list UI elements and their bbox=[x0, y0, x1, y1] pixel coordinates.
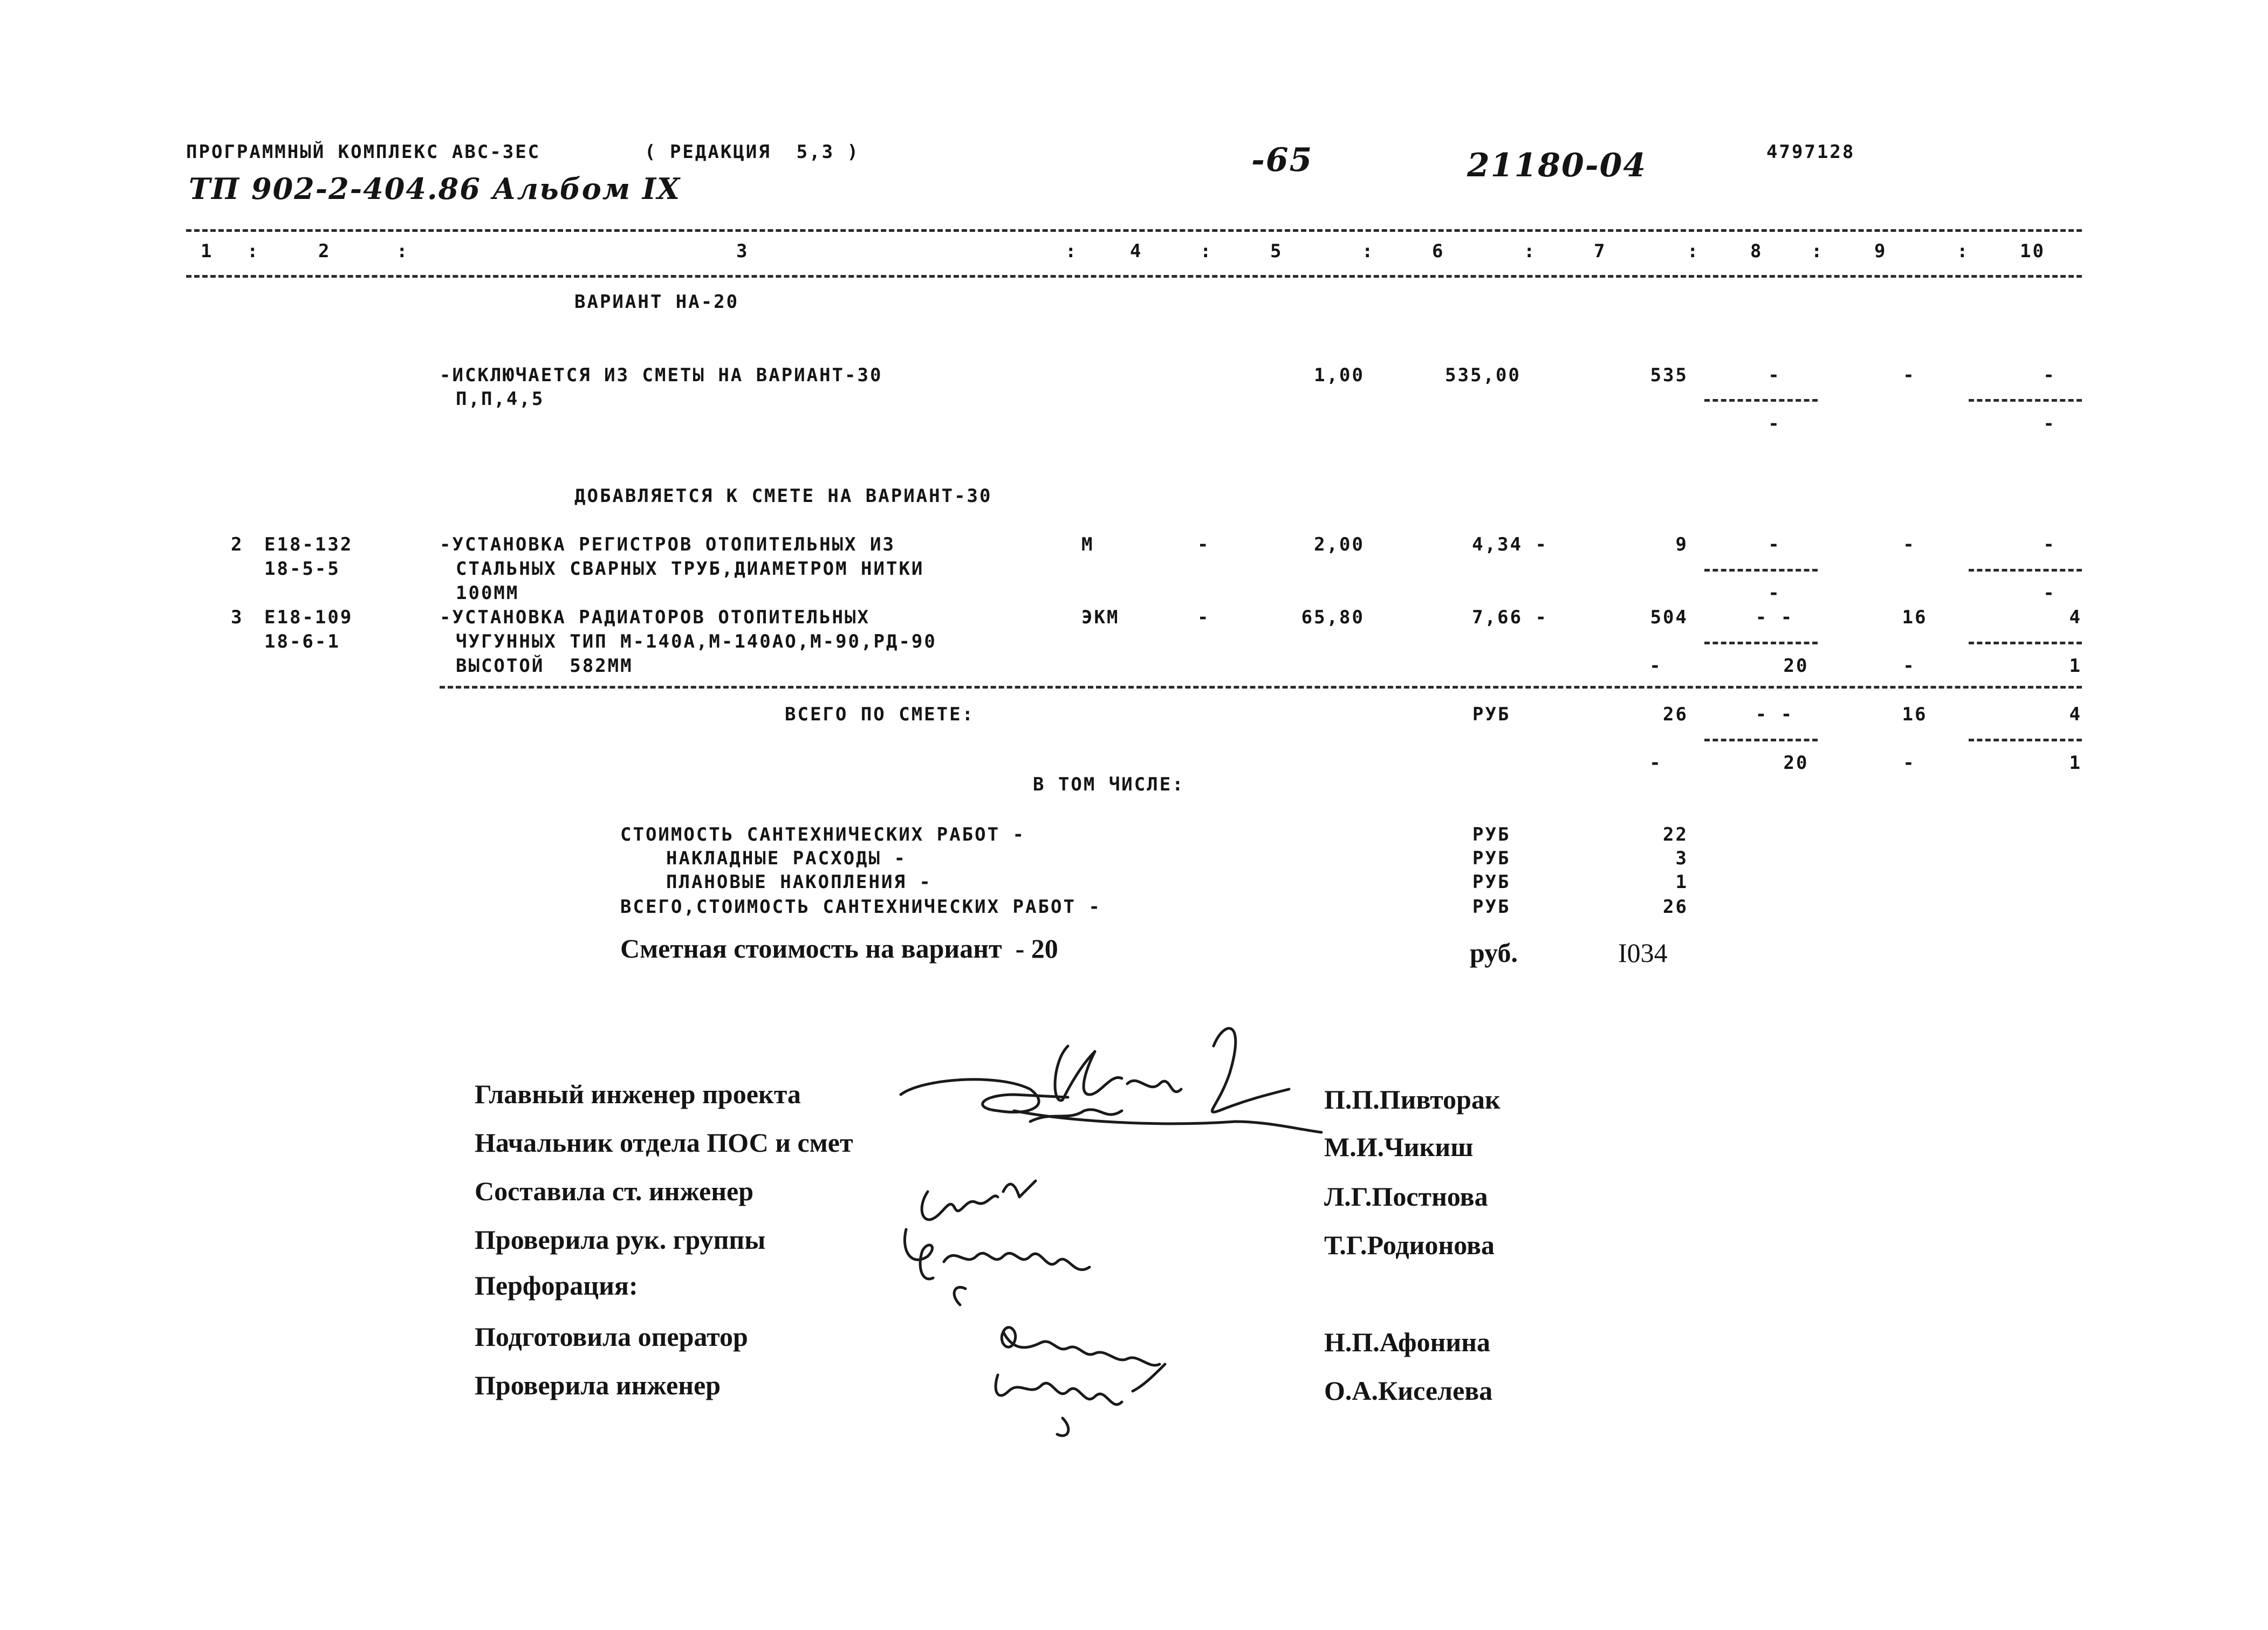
added-title: ДОБАВЛЯЕТСЯ К СМЕТЕ НА ВАРИАНТ-30 bbox=[574, 485, 992, 507]
excluded-col9: - bbox=[1903, 364, 1916, 386]
table-top-divider bbox=[186, 229, 2082, 232]
signature-role: Составила ст. инженер bbox=[475, 1176, 754, 1206]
column-header-7: 7 bbox=[1594, 240, 1607, 262]
estimate-value: I034 bbox=[1618, 938, 1668, 968]
signature-role: Начальник отдела ПОС и смет bbox=[475, 1127, 853, 1158]
total-col8: - - bbox=[1755, 704, 1794, 725]
total-label: ВСЕГО ПО СМЕТЕ: bbox=[785, 704, 975, 725]
row-col8-lower: 20 bbox=[1783, 655, 1809, 677]
row-col4b: - bbox=[1197, 534, 1210, 555]
column-header-5: 5 bbox=[1270, 240, 1283, 262]
column-header-3: 3 bbox=[736, 240, 749, 262]
excluded-col8: - bbox=[1768, 364, 1781, 386]
total-col10-divider bbox=[1969, 739, 2082, 741]
row-code: Е18-109 bbox=[264, 607, 353, 628]
excluded-reference: П,П,4,5 bbox=[456, 388, 545, 410]
row-col7-lower: - bbox=[1649, 655, 1662, 677]
row-col8-lower: - bbox=[1768, 582, 1781, 604]
column-header-6: 6 bbox=[1432, 240, 1445, 262]
breakdown-label: НАКЛАДНЫЕ РАСХОДЫ - bbox=[666, 848, 907, 869]
row-reference: 18-5-5 bbox=[264, 558, 340, 580]
row-col10: - bbox=[2043, 534, 2056, 555]
row-description-line: СТАЛЬНЫХ СВАРНЫХ ТРУБ,ДИАМЕТРОМ НИТКИ bbox=[456, 558, 924, 580]
row-col10-divider bbox=[1969, 569, 2082, 572]
edition-label: ( РЕДАКЦИЯ 5,3 ) bbox=[645, 141, 860, 163]
column-header-1: 1 bbox=[201, 240, 214, 262]
signature-mark bbox=[890, 1014, 1321, 1175]
album-reference: ТП 902-2-404.86 Альбом IX bbox=[189, 171, 681, 206]
row-col9-lower: - bbox=[1903, 655, 1916, 677]
page-number: -65 bbox=[1251, 141, 1313, 179]
row-price: 7,66 - bbox=[1472, 607, 1548, 628]
excluded-col10-lower: - bbox=[2043, 413, 2056, 435]
variant-title: ВАРИАНТ НА-20 bbox=[574, 291, 739, 313]
row-col8: - - bbox=[1755, 607, 1794, 628]
breakdown-value: 26 bbox=[1663, 896, 1688, 918]
signature-role: Проверила инженер bbox=[475, 1370, 721, 1400]
breakdown-unit: РУБ bbox=[1472, 824, 1511, 845]
signature-name: О.А.Киселева bbox=[1324, 1375, 1493, 1406]
signature-role: Проверила рук. группы bbox=[475, 1225, 766, 1255]
excluded-total: 535 bbox=[1650, 364, 1688, 386]
breakdown-unit: РУБ bbox=[1472, 871, 1511, 893]
row-price: 4,34 - bbox=[1472, 534, 1548, 555]
row-col8-divider bbox=[1704, 642, 1818, 644]
total-col8-divider bbox=[1704, 739, 1818, 741]
row-unit: ЭКМ bbox=[1081, 607, 1120, 628]
breakdown-unit: РУБ bbox=[1472, 848, 1511, 869]
estimate-label: Сметная стоимость на вариант - 20 bbox=[620, 933, 1058, 964]
excluded-quantity: 1,00 bbox=[1314, 364, 1365, 386]
row-code: Е18-132 bbox=[264, 534, 353, 555]
document-number: 4797128 bbox=[1766, 141, 1855, 163]
signature-name: П.П.Пивторак bbox=[1324, 1084, 1500, 1115]
row-col10-lower: 1 bbox=[2069, 655, 2082, 677]
column-header-10: 10 bbox=[2020, 240, 2045, 262]
signature-name: М.И.Чикиш bbox=[1324, 1132, 1474, 1162]
row-col4b: - bbox=[1197, 607, 1210, 628]
row-col9: - bbox=[1903, 534, 1916, 555]
excluded-description: -ИСКЛЮЧАЕТСЯ ИЗ СМЕТЫ НА ВАРИАНТ-30 bbox=[440, 364, 883, 386]
row-number: 2 bbox=[231, 534, 244, 555]
excluded-col10: - bbox=[2043, 364, 2056, 386]
total-value: 26 bbox=[1663, 704, 1688, 725]
breakdown-label: ПЛАНОВЫЕ НАКОПЛЕНИЯ - bbox=[666, 871, 932, 893]
breakdown-value: 3 bbox=[1675, 848, 1688, 869]
header-bottom-divider bbox=[186, 275, 2082, 278]
row-col8: - bbox=[1768, 534, 1781, 555]
total-divider bbox=[440, 686, 2082, 689]
total-col10-lower: 1 bbox=[2069, 752, 2082, 774]
document-code: 21180-04 bbox=[1467, 147, 1647, 184]
excluded-col10-divider bbox=[1969, 399, 2082, 402]
row-reference: 18-6-1 bbox=[264, 631, 340, 652]
row-description-line: -УСТАНОВКА РЕГИСТРОВ ОТОПИТЕЛЬНЫХ ИЗ bbox=[440, 534, 895, 555]
signature-mark bbox=[982, 1310, 1208, 1450]
total-col7-lower: - bbox=[1649, 752, 1662, 774]
row-quantity: 65,80 bbox=[1301, 607, 1365, 628]
row-col8-divider bbox=[1704, 569, 1818, 572]
breakdown-value: 1 bbox=[1675, 871, 1688, 893]
row-description-line: 100ММ bbox=[456, 582, 519, 604]
excluded-price: 535,00 bbox=[1445, 364, 1521, 386]
row-col9: 16 bbox=[1902, 607, 1928, 628]
estimate-unit: руб. bbox=[1470, 938, 1518, 968]
total-unit: РУБ bbox=[1472, 704, 1511, 725]
row-total: 504 bbox=[1650, 607, 1688, 628]
row-quantity: 2,00 bbox=[1314, 534, 1365, 555]
row-description-line: -УСТАНОВКА РАДИАТОРОВ ОТОПИТЕЛЬНЫХ bbox=[440, 607, 870, 628]
row-col10-lower: - bbox=[2043, 582, 2056, 604]
row-description-line: ВЫСОТОЙ 582ММ bbox=[456, 655, 633, 677]
row-number: 3 bbox=[231, 607, 244, 628]
total-col10: 4 bbox=[2069, 704, 2082, 725]
signature-name: Т.Г.Родионова bbox=[1324, 1230, 1495, 1260]
signature-role: Главный инженер проекта bbox=[475, 1079, 801, 1109]
breakdown-unit: РУБ bbox=[1472, 896, 1511, 918]
row-unit: М bbox=[1081, 534, 1094, 555]
total-col8-lower: 20 bbox=[1783, 752, 1809, 774]
column-header-2: 2 bbox=[318, 240, 331, 262]
row-col10-divider bbox=[1969, 642, 2082, 644]
breakdown-value: 22 bbox=[1663, 824, 1688, 845]
excluded-col8-divider bbox=[1704, 399, 1818, 402]
column-header-8: 8 bbox=[1750, 240, 1763, 262]
column-header-9: 9 bbox=[1874, 240, 1887, 262]
row-col10: 4 bbox=[2069, 607, 2082, 628]
total-col9-lower: - bbox=[1903, 752, 1916, 774]
excluded-col8-lower: - bbox=[1768, 413, 1781, 435]
breakdown-label: ВСЕГО,СТОИМОСТЬ САНТЕХНИЧЕСКИХ РАБОТ - bbox=[620, 896, 1101, 918]
column-header-4: 4 bbox=[1130, 240, 1143, 262]
program-name: ПРОГРАММНЫЙ КОМПЛЕКС АВС-3ЕС bbox=[186, 141, 541, 163]
breakdown-label: СТОИМОСТЬ САНТЕХНИЧЕСКИХ РАБОТ - bbox=[620, 824, 1026, 845]
signature-name: Л.Г.Постнова bbox=[1324, 1181, 1488, 1212]
row-description-line: ЧУГУННЫХ ТИП М-140А,М-140АО,М-90,РД-90 bbox=[456, 631, 937, 652]
row-total: 9 bbox=[1675, 534, 1688, 555]
signature-role: Подготовила оператор bbox=[475, 1322, 748, 1352]
signature-name: Н.П.Афонина bbox=[1324, 1327, 1491, 1357]
total-col9: 16 bbox=[1902, 704, 1928, 725]
signature-role: Перфорация: bbox=[475, 1270, 638, 1301]
including-title: В ТОМ ЧИСЛЕ: bbox=[1033, 774, 1185, 795]
